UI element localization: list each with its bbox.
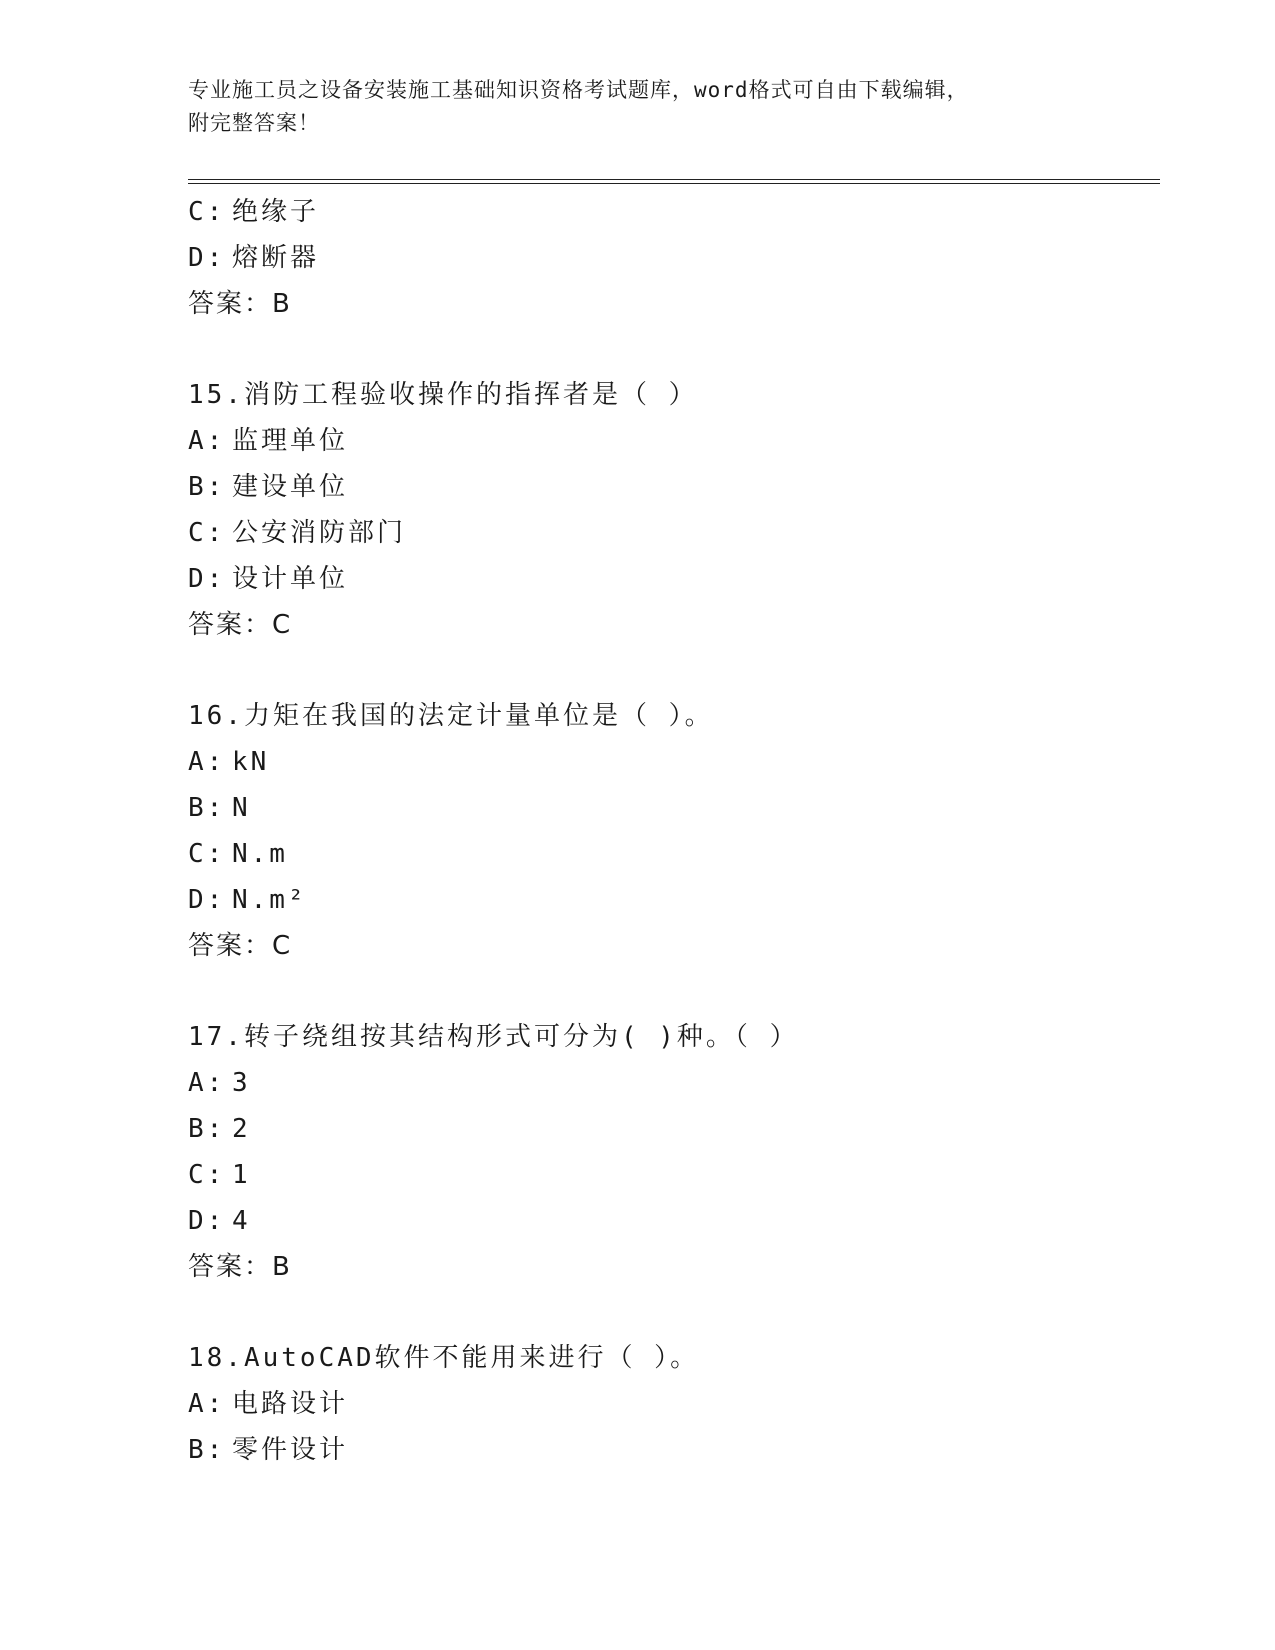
option-text: 公安消防部门 <box>232 518 407 548</box>
option-text: 1 <box>232 1160 251 1190</box>
option-a <box>188 1381 1148 1427</box>
option-a <box>188 418 1148 464</box>
option-label: A: <box>188 1068 226 1098</box>
option-text: 电路设计 <box>232 1389 349 1419</box>
option-label: B: <box>188 472 226 502</box>
answer-line: 答案：C <box>188 610 293 640</box>
question-stem: 18.AutoCAD软件不能用来进行（ ）。 <box>188 1343 700 1373</box>
option-b <box>188 1106 1148 1152</box>
option-text: N.m² <box>232 885 307 915</box>
question-18 <box>188 1335 1148 1473</box>
option-text: N.m <box>232 839 288 869</box>
option-d <box>188 235 1148 281</box>
option-label: C: <box>188 1160 226 1190</box>
question-stem: 15.消防工程验收操作的指挥者是（ ） <box>188 380 698 410</box>
option-text: 绝缘子 <box>232 197 320 227</box>
option-d <box>188 556 1148 602</box>
option-d <box>188 1198 1148 1244</box>
option-label: B: <box>188 1435 226 1465</box>
option-text: N <box>232 793 251 823</box>
option-c <box>188 510 1148 556</box>
option-label: D: <box>188 564 226 594</box>
option-label: C: <box>188 839 226 869</box>
option-b <box>188 1427 1148 1473</box>
option-text: 3 <box>232 1068 251 1098</box>
option-b <box>188 464 1148 510</box>
option-label: B: <box>188 793 226 823</box>
option-label: B: <box>188 1114 226 1144</box>
question-list <box>188 189 1148 1473</box>
option-text: 监理单位 <box>232 426 349 456</box>
option-label: A: <box>188 747 226 777</box>
option-label: D: <box>188 243 226 273</box>
option-d <box>188 877 1148 923</box>
option-label: A: <box>188 1389 226 1419</box>
option-c <box>188 831 1148 877</box>
option-a <box>188 1060 1148 1106</box>
header-divider-top <box>188 179 1160 180</box>
option-c <box>188 1152 1148 1198</box>
option-label: D: <box>188 885 226 915</box>
option-a <box>188 739 1148 785</box>
option-text: kN <box>232 747 270 777</box>
option-c <box>188 189 1148 235</box>
question-17 <box>188 1014 1148 1290</box>
option-text: 设计单位 <box>232 564 349 594</box>
question-15 <box>188 372 1148 648</box>
option-b <box>188 785 1148 831</box>
question-14-continued <box>188 189 1148 327</box>
answer-line: 答案：C <box>188 931 293 961</box>
question-stem: 16.力矩在我国的法定计量单位是（ ）。 <box>188 701 714 731</box>
header-line-2: 附完整答案！ <box>188 111 320 135</box>
option-label: D: <box>188 1206 226 1236</box>
document-header <box>188 74 1088 140</box>
option-label: C: <box>188 518 226 548</box>
question-16 <box>188 693 1148 969</box>
option-text: 零件设计 <box>232 1435 349 1465</box>
option-text: 熔断器 <box>232 243 320 273</box>
option-label: C: <box>188 197 226 227</box>
option-label: A: <box>188 426 226 456</box>
header-line-1: 专业施工员之设备安装施工基础知识资格考试题库，word格式可自由下载编辑， <box>188 78 969 102</box>
answer-line: 答案：B <box>188 289 292 319</box>
option-text: 建设单位 <box>232 472 349 502</box>
header-divider-bottom <box>188 183 1160 184</box>
option-text: 4 <box>232 1206 251 1236</box>
answer-line: 答案：B <box>188 1252 292 1282</box>
question-stem: 17.转子绕组按其结构形式可分为( )种。（ ） <box>188 1022 799 1052</box>
option-text: 2 <box>232 1114 251 1144</box>
